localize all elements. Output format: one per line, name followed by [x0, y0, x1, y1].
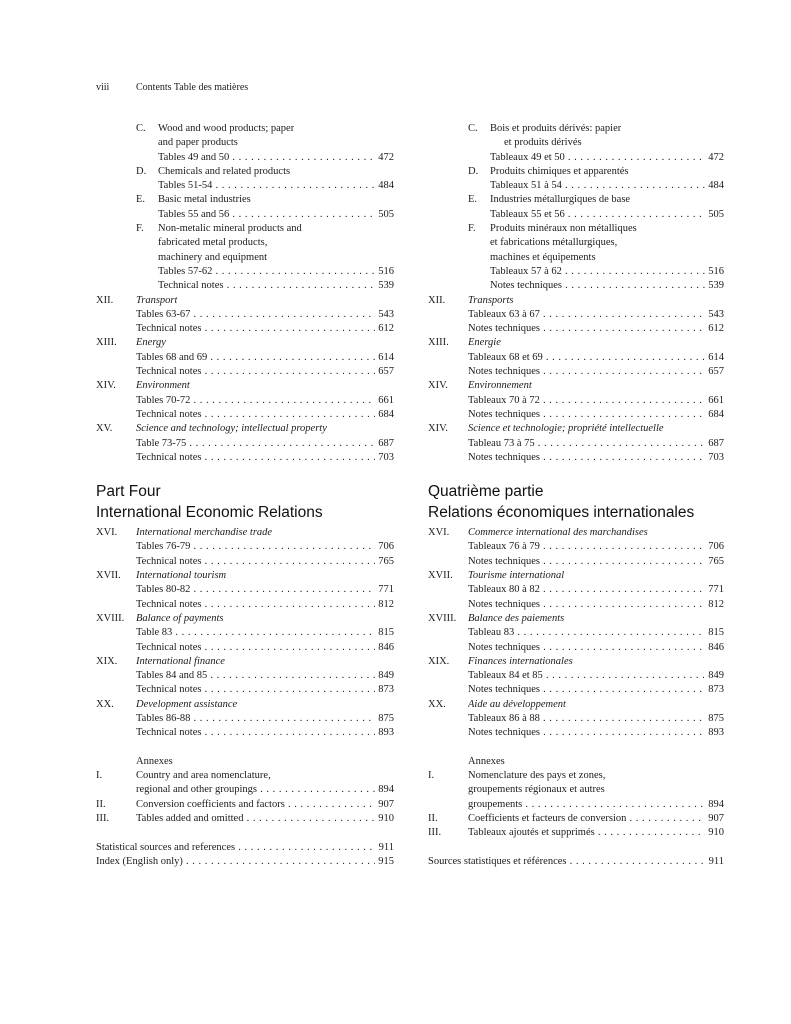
running-title: Contents Table des matières	[136, 82, 249, 93]
toc-line	[428, 336, 724, 350]
toc-line	[428, 379, 724, 393]
toc-entry-text: Tableaux 80 à 82 . . .	[468, 583, 724, 597]
toc-line	[428, 279, 724, 293]
toc-entry-text: Notes techniques . . .	[468, 683, 724, 697]
page-header	[96, 82, 248, 93]
toc-line	[96, 165, 394, 179]
toc-line	[428, 669, 724, 683]
toc-section-title: Finances internationales	[468, 655, 573, 667]
toc-line	[96, 336, 394, 350]
toc-entry-text: Tables 68 and 69 . . .	[136, 351, 394, 365]
toc-line	[428, 208, 724, 222]
toc-line	[96, 569, 394, 583]
toc-line	[428, 598, 724, 612]
toc-entry-text: Technical notes . . .	[136, 451, 394, 465]
toc-entry-number: XIV.	[96, 380, 116, 392]
toc-page-number: 706	[705, 540, 724, 554]
toc-page-number: 910	[705, 826, 724, 840]
toc-page-number: 657	[375, 365, 394, 379]
toc-entry-text: Chemicals and related products	[158, 165, 291, 177]
toc-line	[428, 583, 724, 597]
toc-line	[428, 394, 724, 408]
toc-entry-text: Industries métallurgiques de base	[490, 194, 631, 206]
toc-line	[96, 598, 394, 612]
toc-line	[96, 626, 394, 640]
toc-line	[428, 437, 724, 451]
contents-column-english	[96, 122, 394, 869]
toc-line	[428, 365, 724, 379]
toc-entry-number: XII.	[428, 294, 446, 306]
toc-entry-number: III.	[428, 827, 442, 839]
toc-entry-text: Tableaux 57 à 62 . . .	[490, 265, 724, 279]
toc-line	[428, 741, 724, 755]
page-number: viii	[96, 82, 110, 93]
toc-entry-number: XV.	[96, 423, 113, 435]
toc-page-number: 687	[705, 437, 724, 451]
toc-page-number: 910	[375, 812, 394, 826]
toc-section-title: International tourism	[136, 570, 227, 582]
toc-line	[428, 755, 724, 769]
toc-line	[428, 165, 724, 179]
toc-page-number: 893	[375, 726, 394, 740]
toc-page-number: 812	[375, 598, 394, 612]
toc-entry-text: Coefficients et facteurs de conversion . . .	[468, 812, 724, 826]
toc-entry-text: Produits minéraux non métalliques	[490, 223, 637, 235]
toc-line	[428, 841, 724, 855]
toc-line	[428, 626, 724, 640]
toc-entry-text: Tables 51-54 . . .	[158, 179, 394, 193]
part-four-subtitle-french: Relations économiques internationales	[428, 504, 695, 522]
toc-line	[428, 569, 724, 583]
toc-entry-number: D.	[136, 165, 147, 177]
toc-page-number: 873	[705, 683, 724, 697]
toc-entry-number: E.	[468, 194, 478, 206]
toc-entry-number: II.	[428, 813, 438, 825]
toc-line	[428, 408, 724, 422]
toc-line	[428, 193, 724, 207]
toc-entry-number: XX.	[428, 698, 446, 710]
toc-line	[96, 422, 394, 436]
toc-entry-text: Tables added and omitted . . .	[136, 812, 394, 826]
toc-line	[96, 769, 394, 783]
toc-entry-text: Tables 63-67 . . .	[136, 308, 394, 322]
toc-line	[96, 151, 394, 165]
toc-entry-text: Sources statistiques et références . . .	[428, 855, 724, 869]
toc-page-number: 543	[705, 308, 724, 322]
toc-entry-number: C.	[136, 123, 146, 134]
toc-entry-text: Conversion coefficients and factors . . .	[136, 798, 394, 812]
toc-entry-text: Country and area nomenclature,	[136, 770, 271, 782]
toc-line	[428, 798, 724, 812]
toc-line	[428, 351, 724, 365]
toc-line	[428, 451, 724, 465]
toc-page-number: 894	[375, 783, 394, 797]
toc-line	[428, 308, 724, 322]
toc-line	[96, 812, 394, 826]
toc-page-number: 846	[375, 641, 394, 655]
toc-section-title: Science and technology; intellectual property	[136, 423, 327, 435]
toc-page-number: 472	[375, 151, 394, 165]
toc-entry-number: XVI.	[96, 527, 118, 539]
toc-page-number: 703	[705, 451, 724, 465]
toc-entry-text: Tables 70-72 . . .	[136, 394, 394, 408]
toc-entry-text: fabricated metal products,	[158, 237, 268, 249]
toc-entry-text: Tableaux 76 à 79 . . .	[468, 540, 724, 554]
toc-section-title: Science et technologie; propriété intellectuelle	[468, 423, 664, 435]
toc-entry-text: Technical notes . . .	[136, 408, 394, 422]
toc-section-title: Tourisme international	[468, 570, 565, 582]
toc-line	[96, 394, 394, 408]
toc-entry-text: machines et équipements	[490, 251, 596, 263]
toc-page-number: 875	[375, 712, 394, 726]
toc-page-number: 661	[705, 394, 724, 408]
toc-page-number: 894	[705, 798, 724, 812]
toc-entry-text: Tables 76-79 . . .	[136, 540, 394, 554]
toc-line	[428, 698, 724, 712]
toc-entry-number: III.	[96, 813, 110, 825]
toc-section-title: International finance	[136, 655, 225, 667]
toc-page-number: 907	[705, 812, 724, 826]
toc-entry-text: Tableaux 86 à 88 . . .	[468, 712, 724, 726]
toc-line	[96, 741, 394, 755]
toc-page-number: 505	[705, 208, 724, 222]
toc-line	[96, 683, 394, 697]
toc-line	[428, 222, 724, 236]
contents-column-french	[428, 122, 724, 869]
toc-page-number: 765	[705, 555, 724, 569]
toc-page-number: 907	[375, 798, 394, 812]
toc-entry-number: XVIII.	[96, 612, 125, 624]
toc-line	[96, 222, 394, 236]
toc-line	[428, 136, 724, 150]
toc-line	[96, 122, 394, 136]
toc-entry-text: Tableaux 51 à 54 . . .	[490, 179, 724, 193]
toc-section-title: Environment	[136, 380, 190, 392]
toc-line	[96, 841, 394, 855]
toc-line	[428, 783, 724, 797]
toc-page-number: 661	[375, 394, 394, 408]
toc-line	[428, 526, 724, 540]
toc-page-number: 706	[375, 540, 394, 554]
toc-entry-text: Tableaux 55 et 56 . . .	[490, 208, 724, 222]
toc-line	[428, 122, 724, 136]
toc-line	[96, 726, 394, 740]
toc-entry-text: Tableau 83 . . .	[468, 626, 724, 640]
toc-entry-number: XIX.	[96, 655, 118, 667]
toc-entry-text: Tables 55 and 56 . . .	[158, 208, 394, 222]
toc-line	[96, 265, 394, 279]
toc-page-number: 846	[705, 641, 724, 655]
toc-page-number: 614	[375, 351, 394, 365]
toc-page-number: 873	[375, 683, 394, 697]
toc-line	[428, 826, 724, 840]
part-four-heading-french: Quatrième partie	[428, 483, 544, 501]
toc-entry-text: Basic metal industries	[158, 194, 251, 206]
toc-entry-number: XIX.	[428, 655, 450, 667]
toc-line	[428, 683, 724, 697]
toc-entry-text: Notes techniques . . .	[468, 365, 724, 379]
toc-section-title: Energie	[468, 337, 501, 349]
toc-page-number: 614	[705, 351, 724, 365]
toc-line	[96, 193, 394, 207]
toc-section-title: Environnement	[468, 380, 532, 392]
toc-line	[96, 855, 394, 869]
toc-entry-text: Technical notes . . .	[158, 279, 394, 293]
toc-entry-text: Annexes	[136, 755, 173, 767]
toc-entry-text: et fabrications métallurgiques,	[490, 237, 618, 249]
toc-line	[96, 698, 394, 712]
toc-entry-text: Annexes	[468, 755, 505, 767]
toc-entry-text: Bois et produits dérivés: papier	[490, 123, 622, 134]
toc-line	[96, 308, 394, 322]
toc-page-number: 849	[375, 669, 394, 683]
toc-entry-text: Notes techniques . . .	[468, 451, 724, 465]
toc-entry-number: C.	[468, 123, 478, 134]
toc-page-number: 539	[375, 279, 394, 293]
toc-entry-text: Notes techniques . . .	[468, 322, 724, 336]
toc-line	[428, 251, 724, 265]
toc-entry-number: XII.	[96, 294, 114, 306]
toc-line	[96, 365, 394, 379]
toc-line	[428, 151, 724, 165]
toc-entry-text: Tableaux 49 et 50 . . .	[490, 151, 724, 165]
toc-line	[96, 612, 394, 626]
toc-entry-text: Tableaux 63 à 67 . . .	[468, 308, 724, 322]
toc-block-part-three-english	[96, 122, 394, 465]
toc-line	[428, 641, 724, 655]
toc-line	[428, 236, 724, 250]
toc-entry-text: Technical notes . . .	[136, 555, 394, 569]
toc-entry-number: D.	[468, 165, 479, 177]
toc-line	[428, 655, 724, 669]
toc-page-number: 765	[375, 555, 394, 569]
toc-entry-text: Notes techniques . . .	[468, 641, 724, 655]
toc-entry-text: Notes techniques . . .	[468, 726, 724, 740]
toc-block-part-three-french	[428, 122, 724, 465]
toc-page-number: 684	[375, 408, 394, 422]
toc-line	[96, 540, 394, 554]
toc-entry-text: Table 83 . . .	[136, 626, 394, 640]
toc-page-number: 812	[705, 598, 724, 612]
toc-entry-number: F.	[468, 223, 476, 235]
toc-line	[96, 798, 394, 812]
toc-line	[96, 294, 394, 308]
toc-entry-number: XX.	[96, 698, 114, 710]
toc-section-title: International merchandise trade	[136, 527, 273, 539]
toc-entry-text: Tableaux ajoutés et supprimés . . .	[468, 826, 724, 840]
toc-entry-text: Notes techniques . . .	[468, 555, 724, 569]
toc-page-number: 687	[375, 437, 394, 451]
toc-page-number: 472	[705, 151, 724, 165]
toc-entry-number: E.	[136, 194, 146, 206]
toc-entry-text: machinery and equipment	[158, 251, 268, 263]
toc-page-number: 815	[705, 626, 724, 640]
toc-line	[96, 826, 394, 840]
toc-line	[96, 669, 394, 683]
toc-page-number: 612	[705, 322, 724, 336]
toc-line	[96, 526, 394, 540]
toc-entry-text: Technical notes . . .	[136, 598, 394, 612]
toc-entry-text: Tableaux 68 et 69 . . .	[468, 351, 724, 365]
toc-line	[96, 136, 394, 150]
toc-line	[96, 351, 394, 365]
toc-entry-text: Nomenclature des pays et zones,	[468, 770, 606, 782]
toc-section-title: Commerce international des marchandises	[468, 527, 648, 539]
toc-page-number: 484	[375, 179, 394, 193]
toc-entry-text: Tableaux 70 à 72 . . .	[468, 394, 724, 408]
toc-entry-text: Tables 86-88 . . .	[136, 712, 394, 726]
toc-entry-number: F.	[136, 223, 144, 235]
toc-page-number: 771	[705, 583, 724, 597]
toc-line	[96, 408, 394, 422]
toc-entry-number: XIII.	[96, 337, 117, 349]
toc-entry-text: Notes techniques . . .	[468, 598, 724, 612]
toc-entry-text: Tables 49 and 50 . . .	[158, 151, 394, 165]
toc-entry-text: Tables 84 and 85 . . .	[136, 669, 394, 683]
toc-line	[96, 583, 394, 597]
toc-page-number: 875	[705, 712, 724, 726]
toc-line	[428, 769, 724, 783]
toc-section-title: Balance des paiements	[468, 612, 565, 624]
toc-section-title: Transport	[136, 294, 178, 306]
toc-page-number: 516	[705, 265, 724, 279]
toc-entry-text: Technical notes . . .	[136, 683, 394, 697]
toc-section-title: Energy	[136, 337, 166, 349]
toc-block-part-four-french	[428, 526, 724, 869]
toc-line	[428, 726, 724, 740]
toc-line	[96, 451, 394, 465]
toc-page-number: 539	[705, 279, 724, 293]
toc-entry-number: XIII.	[428, 337, 449, 349]
toc-entry-text: Wood and wood products; paper	[158, 123, 295, 134]
toc-line	[96, 279, 394, 293]
toc-line	[428, 294, 724, 308]
toc-line	[96, 641, 394, 655]
toc-entry-text: Technical notes . . .	[136, 322, 394, 336]
part-four-heading-english: Part Four	[96, 483, 161, 501]
toc-line	[96, 783, 394, 797]
toc-line	[428, 855, 724, 869]
toc-line	[428, 612, 724, 626]
toc-line	[96, 755, 394, 769]
toc-section-title: Development assistance	[136, 698, 238, 710]
toc-page-number: 703	[375, 451, 394, 465]
toc-page-number: 612	[375, 322, 394, 336]
toc-section-title: Aide au développement	[468, 698, 566, 710]
toc-page-number: 911	[706, 855, 724, 869]
toc-entry-text: regional and other groupings . . .	[136, 783, 394, 797]
toc-page-number: 505	[375, 208, 394, 222]
toc-entry-number: XVII.	[428, 570, 453, 582]
toc-entry-number: XVIII.	[428, 612, 457, 624]
toc-entry-text: Table 73-75 . . .	[136, 437, 394, 451]
toc-line	[96, 179, 394, 193]
toc-line	[96, 251, 394, 265]
toc-page-number: 657	[705, 365, 724, 379]
toc-line	[428, 812, 724, 826]
toc-section-title: Transports	[468, 294, 514, 306]
toc-page-number: 911	[376, 841, 394, 855]
toc-line	[96, 712, 394, 726]
toc-line	[96, 655, 394, 669]
toc-page-number: 815	[375, 626, 394, 640]
toc-entry-number: XVII.	[96, 570, 121, 582]
toc-entry-text: Tables 57-62 . . .	[158, 265, 394, 279]
toc-page-number: 771	[375, 583, 394, 597]
toc-line	[428, 265, 724, 279]
toc-entry-number: I.	[96, 770, 103, 782]
toc-entry-text: Notes techniques . . .	[490, 279, 724, 293]
toc-entry-text: Tables 80-82 . . .	[136, 583, 394, 597]
toc-entry-number: XIV.	[428, 380, 448, 392]
toc-page-number: 516	[375, 265, 394, 279]
toc-page-number: 543	[375, 308, 394, 322]
toc-entry-number: I.	[428, 770, 435, 782]
toc-line	[428, 555, 724, 569]
toc-entry-text: groupements régionaux et autres	[468, 784, 605, 796]
toc-entry-text: Tableaux 84 et 85 . . .	[468, 669, 724, 683]
toc-line	[428, 422, 724, 436]
toc-entry-number: XIV.	[428, 423, 448, 435]
toc-page-number: 484	[705, 179, 724, 193]
toc-entry-text: Technical notes . . .	[136, 641, 394, 655]
toc-entry-text: groupements . . .	[468, 798, 724, 812]
toc-line	[428, 712, 724, 726]
toc-entry-text: Non-metalic mineral products and	[158, 223, 302, 235]
toc-entry-text: and paper products	[158, 137, 238, 149]
toc-section-title: Balance of payments	[136, 612, 224, 624]
toc-line	[428, 179, 724, 193]
toc-entry-text: Produits chimiques et apparentés	[490, 165, 629, 177]
toc-page-number: 893	[705, 726, 724, 740]
toc-page-number: 915	[375, 855, 394, 869]
toc-line	[96, 208, 394, 222]
toc-line	[96, 555, 394, 569]
toc-entry-text: et produits dérivés	[504, 137, 582, 149]
toc-line	[428, 540, 724, 554]
toc-line	[96, 236, 394, 250]
toc-entry-text: Statistical sources and references . . .	[96, 841, 394, 855]
toc-line	[96, 437, 394, 451]
toc-entry-text: Index (English only) . . .	[96, 855, 394, 869]
toc-entry-text: Notes techniques . . .	[468, 408, 724, 422]
toc-entry-text: Technical notes . . .	[136, 365, 394, 379]
toc-line	[96, 322, 394, 336]
toc-entry-text: Tableau 73 à 75 . . .	[468, 437, 724, 451]
toc-entry-number: II.	[96, 798, 106, 810]
toc-page-number: 849	[705, 669, 724, 683]
part-four-subtitle-english: International Economic Relations	[96, 504, 323, 522]
toc-block-part-four-english	[96, 526, 394, 869]
toc-line	[428, 322, 724, 336]
toc-entry-text: Technical notes . . .	[136, 726, 394, 740]
toc-line	[96, 379, 394, 393]
toc-page-number: 684	[705, 408, 724, 422]
toc-entry-number: XVI.	[428, 527, 450, 539]
